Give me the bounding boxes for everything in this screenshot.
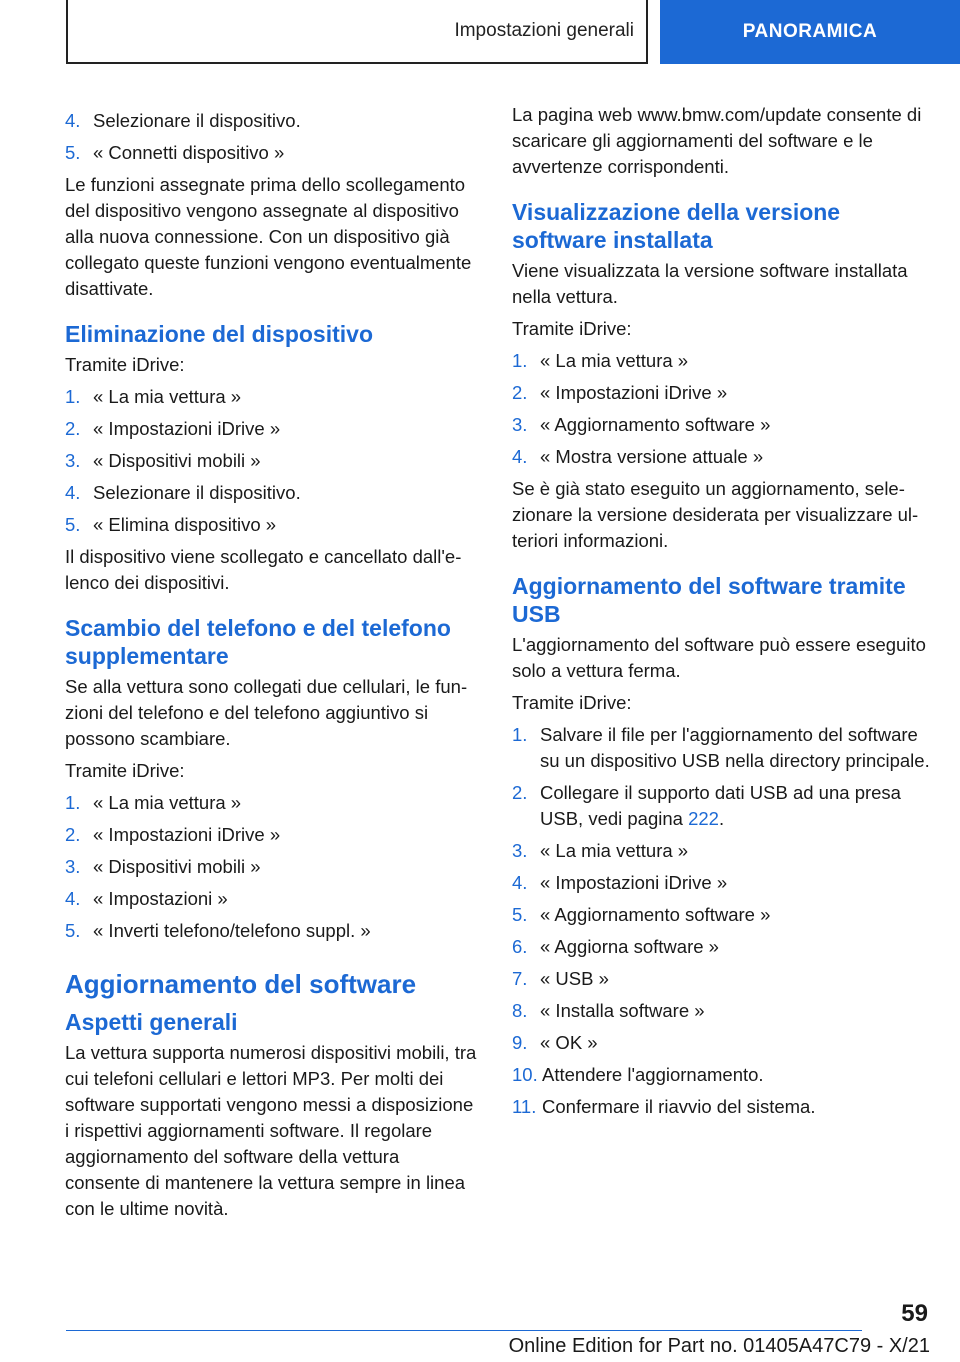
section-title: Impostazioni generali	[66, 0, 648, 64]
list-item: 1. « La mia vettura »	[65, 792, 242, 813]
paragraph: La pagina web www.bmw.com/update consente di scaricare gli aggiornamenti del software e le avvertenze corrispondenti.	[512, 104, 922, 177]
list-item: 5. « Inverti telefono/telefono suppl. »	[65, 920, 371, 941]
list-item: 1. Salvare il file per l'aggiornamento del software su un dispositivo USB nella directory principale.	[512, 724, 930, 771]
list-item: 5. « Aggiornamento software »	[512, 904, 771, 925]
show-version-steps	[512, 348, 932, 470]
delete-device-steps	[65, 384, 477, 538]
right-column	[512, 102, 932, 1126]
list-item: 4. « Impostazioni »	[65, 888, 228, 909]
list-item: 3. « Dispositivi mobili »	[65, 450, 261, 471]
list-item: 5. « Connetti dispositivo »	[65, 142, 285, 163]
heading-usb-update: Aggiornamento del software tramite USB	[512, 573, 906, 627]
list-item: 2. Collegare il supporto dati USB ad una presa USB, vedi pagina 222.	[512, 782, 901, 829]
paragraph: Il dispositivo viene scollegato e cancellato dall'elenco dei dispositivi.	[65, 546, 462, 593]
heading-general-aspects: Aspetti generali	[65, 1009, 238, 1035]
heading-delete-device: Eliminazione del dispositivo	[65, 321, 373, 347]
list-item: 2. « Impostazioni iDrive »	[512, 382, 728, 403]
list-item: 2. « Impostazioni iDrive »	[65, 418, 281, 439]
list-item: 3. « Dispositivi mobili »	[65, 856, 261, 877]
left-column	[65, 102, 477, 1228]
via-idrive-label: Tramite iDrive:	[512, 692, 632, 713]
heading-show-version: Visualizzazione della versione software installata	[512, 199, 841, 253]
list-item: 3. « Aggiornamento software »	[512, 414, 771, 435]
via-idrive-label: Tramite iDrive:	[65, 354, 185, 375]
paragraph: Se alla vettura sono collegati due cellulari, le funzioni del telefono e del telefono aggiuntivo si possono scambiare.	[65, 676, 468, 749]
list-item: 3. « La mia vettura »	[512, 840, 689, 861]
via-idrive-label: Tramite iDrive:	[512, 318, 632, 339]
list-item: 11. Confermare il riavvio del sistema.	[512, 1096, 816, 1117]
list-item: 6. « Aggiorna software »	[512, 936, 719, 957]
list-item: 1. « La mia vettura »	[65, 386, 242, 407]
chapter-tab[interactable]: PANORAMICA	[660, 0, 960, 64]
paragraph: Se è già stato eseguito un aggiornamento, selezionare la versione desiderata per visualizzare ulteriori informazioni.	[512, 478, 919, 551]
list-item: 9. « OK »	[512, 1032, 598, 1053]
list-item: 8. « Installa software »	[512, 1000, 705, 1021]
paragraph: L'aggiornamento del software può essere eseguito solo a vettura ferma.	[512, 634, 926, 681]
page-header	[66, 0, 960, 64]
paragraph: Viene visualizzata la versione software installata nella vettura.	[512, 260, 908, 307]
page-number: 59	[901, 1300, 928, 1327]
list-item: 7. « USB »	[512, 968, 609, 989]
heading-swap-phone: Scambio del telefono e del telefono supplementare	[65, 615, 451, 669]
page-reference-link[interactable]: 222	[688, 808, 719, 829]
device-connect-steps	[65, 108, 477, 166]
footer-divider	[66, 1330, 862, 1331]
list-item: 1. « La mia vettura »	[512, 350, 689, 371]
swap-phone-steps	[65, 790, 477, 944]
via-idrive-label: Tramite iDrive:	[65, 760, 185, 781]
paragraph: La vettura supporta numerosi dispositivi mobili, tra cui telefoni cellulari e lettori MP3. Per molti dei software supportati vengono messi a disposizione i rispettivi aggiornamenti software. Il regolare aggiornamento del software della vettura consente di mantenere la vettura sempre in linea con le ultime novità.	[65, 1042, 477, 1219]
list-item: 4. « Mostra versione attuale »	[512, 446, 764, 467]
list-item: 2. « Impostazioni iDrive »	[65, 824, 281, 845]
usb-update-steps	[512, 722, 932, 1120]
list-item: 5. « Elimina dispositivo »	[65, 514, 277, 535]
list-item: 4. Selezionare il dispositivo.	[65, 110, 301, 131]
list-item: 10. Attendere l'aggiornamento.	[512, 1064, 764, 1085]
heading-software-update: Aggiornamento del software	[65, 969, 417, 999]
footer-edition: Online Edition for Part no. 01405A47C79 - X/21	[508, 1335, 930, 1357]
list-item: 4. « Impostazioni iDrive »	[512, 872, 728, 893]
paragraph: Le funzioni assegnate prima dello scollegamento del dispositivo vengono assegnate al dispositivo alla nuova connessione. Con un dispositivo già collegato queste funzioni vengono eventualmente disattivate.	[65, 174, 472, 299]
list-item: 4. Selezionare il dispositivo.	[65, 482, 301, 503]
